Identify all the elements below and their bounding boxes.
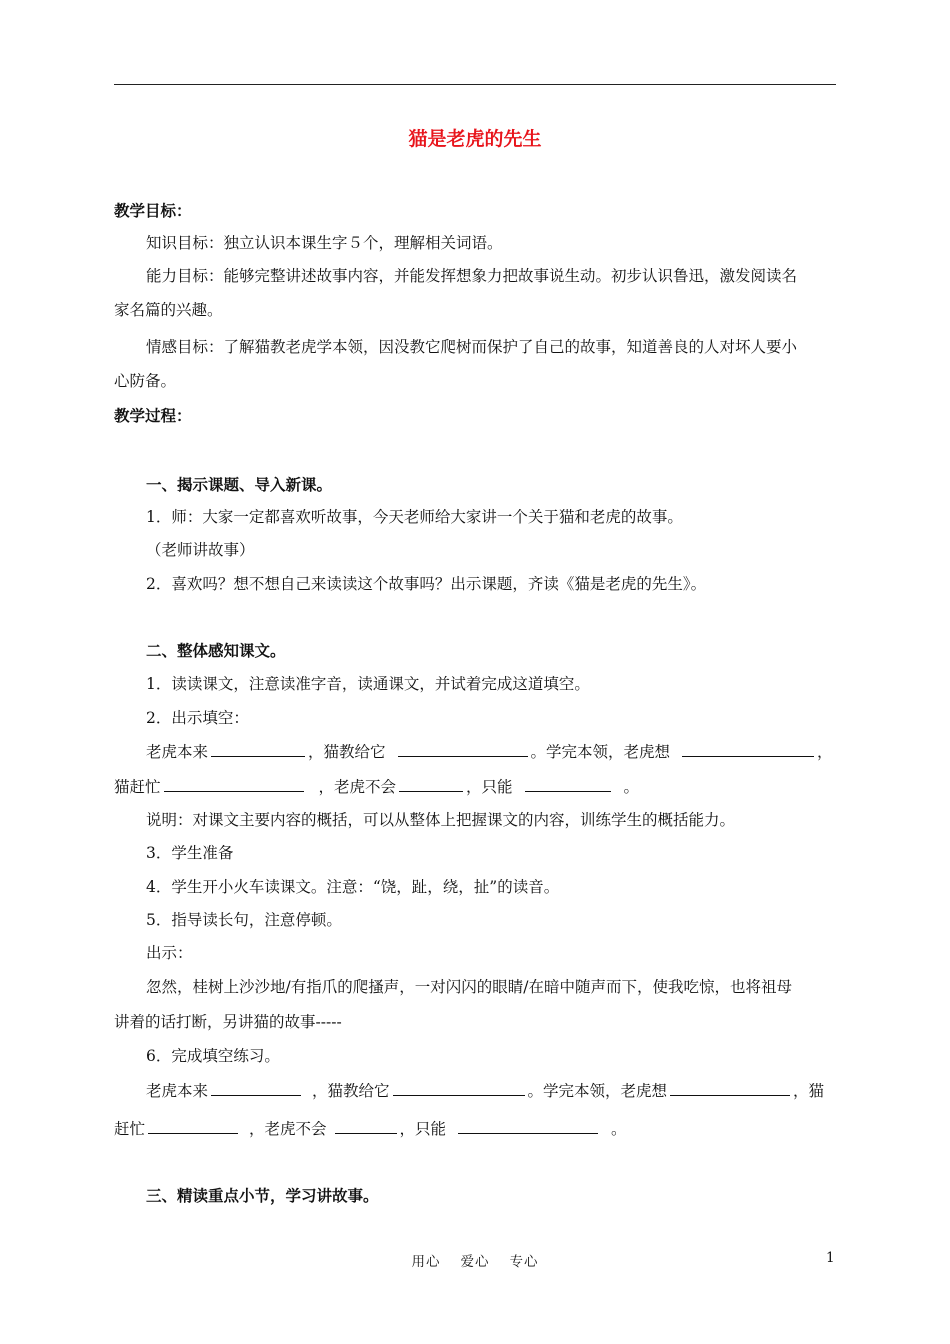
blank-field[interactable] — [211, 741, 305, 757]
page-title: 猫是老虎的先生 — [408, 128, 542, 150]
blank-field[interactable] — [393, 1080, 525, 1096]
fill-blank-1-line1: 老虎本来 ，猫教给它 。学完本领，老虎想 ， — [146, 743, 833, 761]
section2-item1: 1．读读课文，注意读准字音，读通课文，并试着完成这道填空。 — [146, 675, 590, 693]
section2-explanation: 说明：对课文主要内容的概括，可以从整体上把握课文的内容，训练学生的概括能力。 — [146, 811, 736, 829]
section2-item2: 2．出示填空： — [146, 709, 249, 727]
section2-item5: 5．指导读长句，注意停顿。 — [146, 911, 342, 929]
blank-field[interactable] — [148, 1118, 238, 1134]
page-number: 1 — [826, 1250, 835, 1266]
goal-knowledge: 知识目标：独立认识本课生字５个，理解相关词语。 — [146, 234, 503, 252]
goals-heading: 教学目标： — [114, 202, 192, 220]
fill-blank-2-line2: 赶忙 ，老虎不会 ，只能 。 — [114, 1120, 627, 1138]
section2-item3: 3．学生准备 — [146, 844, 234, 862]
goal-emotion-line2: 心防备。 — [114, 372, 177, 390]
section2-show-label: 出示： — [146, 944, 193, 962]
long-sentence-line1: 忽然，桂树上沙沙地/有指爪的爬搔声，一对闪闪的眼睛/在暗中随声而下，使我吃惊，也将祖母 — [146, 978, 792, 996]
blank-field[interactable] — [670, 1080, 790, 1096]
blank-field[interactable] — [399, 776, 463, 792]
fill-blank-2-line1: 老虎本来 ，猫教给它 。学完本领，老虎想 ，猫 — [146, 1082, 825, 1100]
section2-item4: 4．学生开小火车读课文。注意：“饶，趾，绕，扯”的读音。 — [146, 878, 560, 896]
section3-heading: 三、精读重点小节，学习讲故事。 — [146, 1187, 379, 1205]
section2-item6: 6．完成填空练习。 — [146, 1047, 280, 1065]
header-rule — [114, 84, 836, 85]
section1-item1: 1．师：大家一定都喜欢听故事，今天老师给大家讲一个关于猫和老虎的故事。 — [146, 508, 683, 526]
blank-field[interactable] — [525, 776, 611, 792]
goal-ability-line1: 能力目标：能够完整讲述故事内容，并能发挥想象力把故事说生动。初步认识鲁迅，激发阅读名 — [146, 267, 798, 285]
blank-field[interactable] — [398, 741, 528, 757]
blank-field[interactable] — [164, 776, 304, 792]
section1-item2: 2．喜欢吗？想不想自己来读读这个故事吗？出示课题，齐读《猫是老虎的先生》。 — [146, 575, 707, 593]
goal-ability-line2: 家名篇的兴趣。 — [114, 301, 223, 319]
section1-item-note: （老师讲故事） — [146, 541, 255, 559]
process-heading: 教学过程： — [114, 407, 192, 425]
blank-field[interactable] — [335, 1118, 397, 1134]
section1-heading: 一、揭示课题、导入新课。 — [146, 476, 333, 494]
blank-field[interactable] — [458, 1118, 598, 1134]
fill-blank-1-line2: 猫赶忙 ，老虎不会 ，只能 。 — [114, 778, 640, 796]
blank-field[interactable] — [211, 1080, 301, 1096]
goal-emotion-line1: 情感目标：了解猫教老虎学本领，因没教它爬树而保护了自己的故事，知道善良的人对坏人要小 — [146, 338, 798, 356]
footer-motto: 用心 爱心 专心 — [411, 1254, 539, 1270]
section2-heading: 二、整体感知课文。 — [146, 642, 286, 660]
blank-field[interactable] — [682, 741, 814, 757]
long-sentence-line2: 讲着的话打断，另讲猫的故事----- — [114, 1013, 342, 1031]
